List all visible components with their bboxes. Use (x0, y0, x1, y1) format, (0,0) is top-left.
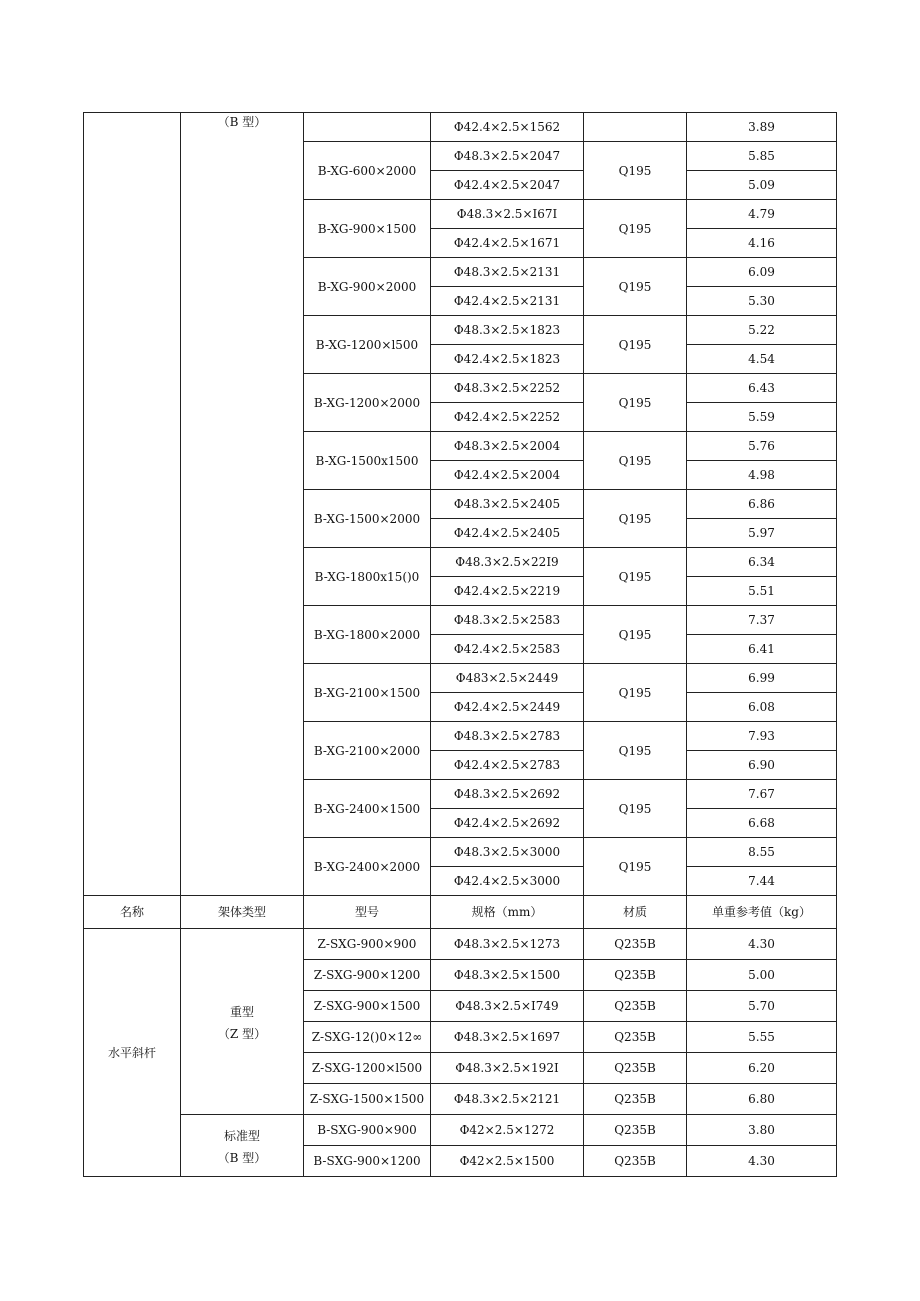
frame-type-line-2: （B 型） (217, 1150, 267, 1165)
weight-cell: 7.37 (687, 606, 837, 635)
frame-type-line-1: 重型 (229, 1004, 254, 1019)
spec-table (83, 112, 837, 1177)
spec-cell: Φ48.3×2.5×1823 (431, 316, 584, 345)
model-cell: Z-SXG-1200×l500 (304, 1053, 431, 1084)
model-cell: B-XG-1200×l500 (304, 316, 431, 374)
weight-cell: 6.68 (687, 809, 837, 838)
spec-cell: Φ42.4×2.5×1562 (431, 113, 584, 142)
weight-cell: 6.80 (687, 1084, 837, 1115)
spec-cell: Φ48.3×2.5×2583 (431, 606, 584, 635)
spec-cell: Φ48.3×2.5×2783 (431, 722, 584, 751)
material-cell: Q195 (584, 432, 687, 490)
weight-cell: 6.41 (687, 635, 837, 664)
weight-cell: 4.30 (687, 929, 837, 960)
material-cell: Q195 (584, 722, 687, 780)
model-cell: B-SXG-900×1200 (304, 1146, 431, 1177)
spec-cell: Φ48.3×2.5×1500 (431, 960, 584, 991)
material-cell: Q195 (584, 316, 687, 374)
spec-cell: Φ48.3×2.5×I749 (431, 991, 584, 1022)
model-cell: Z-SXG-12()0×12∞ (304, 1022, 431, 1053)
weight-cell: 6.34 (687, 548, 837, 577)
weight-cell: 6.86 (687, 490, 837, 519)
spec-cell: Φ48.3×2.5×1273 (431, 929, 584, 960)
name-cell (84, 113, 181, 896)
frame-type-cell (181, 929, 304, 1115)
weight-cell: 5.00 (687, 960, 837, 991)
material-cell: Q195 (584, 200, 687, 258)
spec-cell: Φ42.4×2.5×2047 (431, 171, 584, 200)
model-cell: B-XG-600×2000 (304, 142, 431, 200)
spec-cell: Φ48.3×2.5×22I9 (431, 548, 584, 577)
name-cell: 水平斜杆 (84, 929, 181, 1177)
weight-cell: 5.70 (687, 991, 837, 1022)
spec-cell: Φ42.4×2.5×2583 (431, 635, 584, 664)
spec-cell: Φ42.4×2.5×2692 (431, 809, 584, 838)
model-cell: Z-SXG-900×1500 (304, 991, 431, 1022)
header-name: 名称 (84, 896, 181, 929)
spec-cell: Φ42.4×2.5×2783 (431, 751, 584, 780)
material-cell: Q195 (584, 142, 687, 200)
spec-cell: Φ48.3×2.5×I67I (431, 200, 584, 229)
spec-cell: Φ42.4×2.5×2449 (431, 693, 584, 722)
material-cell: Q235B (584, 1146, 687, 1177)
material-cell: Q235B (584, 991, 687, 1022)
spec-cell: Φ48.3×2.5×2047 (431, 142, 584, 171)
model-cell: B-XG-2100×1500 (304, 664, 431, 722)
spec-cell: Φ42×2.5×1272 (431, 1115, 584, 1146)
weight-cell: 7.93 (687, 722, 837, 751)
weight-cell: 5.59 (687, 403, 837, 432)
material-cell: Q195 (584, 258, 687, 316)
weight-cell: 6.08 (687, 693, 837, 722)
model-cell: B-XG-900×1500 (304, 200, 431, 258)
weight-cell: 4.30 (687, 1146, 837, 1177)
model-cell: B-XG-1200×2000 (304, 374, 431, 432)
model-cell: B-XG-900×2000 (304, 258, 431, 316)
spec-cell: Φ42.4×2.5×2252 (431, 403, 584, 432)
spec-cell: Φ42×2.5×1500 (431, 1146, 584, 1177)
table-row (84, 113, 837, 142)
weight-cell: 5.55 (687, 1022, 837, 1053)
material-cell: Q195 (584, 838, 687, 896)
frame-type-cell (181, 1115, 304, 1177)
weight-cell: 5.22 (687, 316, 837, 345)
model-cell: B-XG-1500x1500 (304, 432, 431, 490)
table-row (84, 929, 837, 960)
weight-cell: 5.51 (687, 577, 837, 606)
spec-cell: Φ48.3×2.5×2692 (431, 780, 584, 809)
header-spec: 规格（mm） (431, 896, 584, 929)
spec-cell: Φ42.4×2.5×2004 (431, 461, 584, 490)
spec-cell: Φ48.3×2.5×3000 (431, 838, 584, 867)
material-cell: Q195 (584, 664, 687, 722)
spec-cell: Φ42.4×2.5×2405 (431, 519, 584, 548)
material-cell: Q195 (584, 490, 687, 548)
model-cell: B-XG-2400×2000 (304, 838, 431, 896)
model-cell: B-XG-2400×1500 (304, 780, 431, 838)
weight-cell: 6.09 (687, 258, 837, 287)
model-cell: B-XG-1800×2000 (304, 606, 431, 664)
header-frame-type: 架体类型 (181, 896, 304, 929)
header-model: 型号 (304, 896, 431, 929)
model-cell: B-SXG-900×900 (304, 1115, 431, 1146)
material-cell: Q235B (584, 960, 687, 991)
weight-cell: 7.67 (687, 780, 837, 809)
material-cell: Q235B (584, 1084, 687, 1115)
material-cell: Q235B (584, 1022, 687, 1053)
header-row (84, 896, 837, 929)
frame-type-cell: （B 型） (181, 113, 304, 896)
spec-cell: Φ48.3×2.5×1697 (431, 1022, 584, 1053)
material-cell: Q235B (584, 1115, 687, 1146)
weight-cell: 5.09 (687, 171, 837, 200)
weight-cell: 5.30 (687, 287, 837, 316)
table-row (84, 1115, 837, 1146)
weight-cell: 6.99 (687, 664, 837, 693)
header-weight: 单重参考值（kg） (687, 896, 837, 929)
spec-cell: Φ483×2.5×2449 (431, 664, 584, 693)
material-cell: Q195 (584, 780, 687, 838)
weight-cell: 5.85 (687, 142, 837, 171)
weight-cell: 8.55 (687, 838, 837, 867)
material-cell (584, 113, 687, 142)
spec-cell: Φ42.4×2.5×1823 (431, 345, 584, 374)
table-section-b-type-diagonal (84, 113, 837, 896)
weight-cell: 6.43 (687, 374, 837, 403)
material-cell: Q195 (584, 548, 687, 606)
spec-cell: Φ48.3×2.5×2131 (431, 258, 584, 287)
table-section-horizontal-diagonal (84, 929, 837, 1177)
spec-cell: Φ42.4×2.5×2131 (431, 287, 584, 316)
model-cell: Z-SXG-900×1200 (304, 960, 431, 991)
weight-cell: 7.44 (687, 867, 837, 896)
weight-cell: 4.79 (687, 200, 837, 229)
spec-cell: Φ48.3×2.5×2405 (431, 490, 584, 519)
model-cell: Z-SXG-1500×1500 (304, 1084, 431, 1115)
weight-cell: 5.76 (687, 432, 837, 461)
spec-cell: Φ42.4×2.5×1671 (431, 229, 584, 258)
weight-cell: 6.20 (687, 1053, 837, 1084)
material-cell: Q235B (584, 929, 687, 960)
weight-cell: 4.16 (687, 229, 837, 258)
weight-cell: 4.98 (687, 461, 837, 490)
frame-type-line-2: （Z 型） (217, 1026, 267, 1041)
spec-cell: Φ42.4×2.5×2219 (431, 577, 584, 606)
table-header (84, 896, 837, 929)
model-cell (304, 113, 431, 142)
spec-cell: Φ48.3×2.5×2252 (431, 374, 584, 403)
frame-type-line-1: 标准型 (223, 1128, 260, 1143)
material-cell: Q195 (584, 606, 687, 664)
model-cell: B-XG-2100×2000 (304, 722, 431, 780)
weight-cell: 6.90 (687, 751, 837, 780)
material-cell: Q195 (584, 374, 687, 432)
weight-cell: 5.97 (687, 519, 837, 548)
model-cell: Z-SXG-900×900 (304, 929, 431, 960)
weight-cell: 3.80 (687, 1115, 837, 1146)
header-material: 材质 (584, 896, 687, 929)
model-cell: B-XG-1800x15()0 (304, 548, 431, 606)
spec-cell: Φ48.3×2.5×2004 (431, 432, 584, 461)
spec-cell: Φ48.3×2.5×2121 (431, 1084, 584, 1115)
spec-cell: Φ48.3×2.5×192I (431, 1053, 584, 1084)
weight-cell: 3.89 (687, 113, 837, 142)
spec-cell: Φ42.4×2.5×3000 (431, 867, 584, 896)
material-cell: Q235B (584, 1053, 687, 1084)
model-cell: B-XG-1500×2000 (304, 490, 431, 548)
weight-cell: 4.54 (687, 345, 837, 374)
